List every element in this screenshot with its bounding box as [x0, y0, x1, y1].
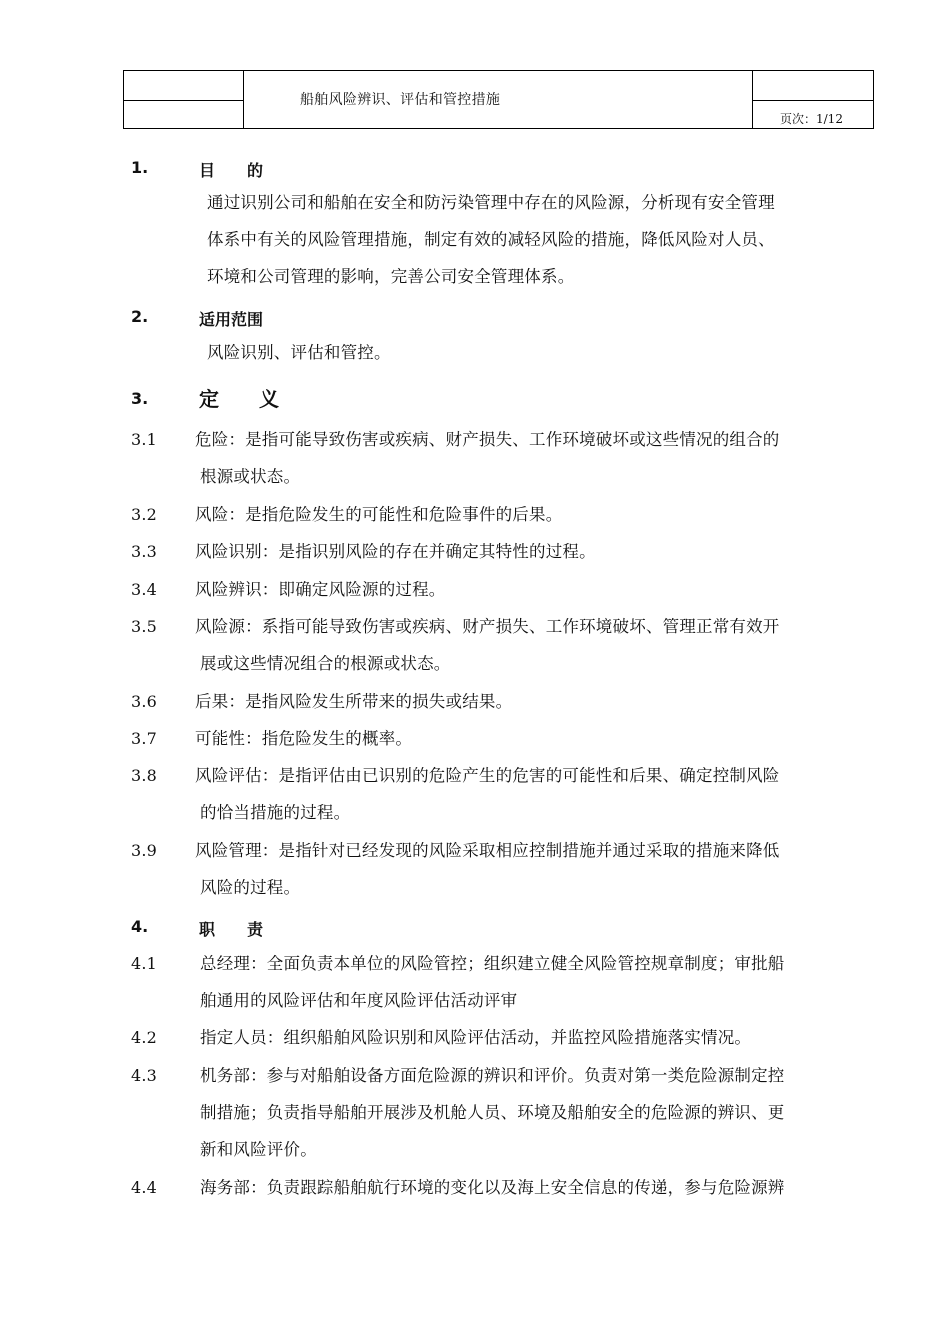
responsibility-item: [131, 945, 876, 1019]
item-line: 风险：是指危险发生的可能性和危险事件的后果。: [195, 505, 563, 524]
definition-item: [131, 683, 876, 720]
definition-item: [131, 496, 876, 533]
section-title: 目 的: [199, 161, 264, 180]
section-number: 1.: [131, 158, 149, 177]
item-line: 舶通用的风险评估和年度风险评估活动评审: [200, 991, 518, 1010]
item-number: 4.1: [131, 954, 158, 973]
section-title: 适用范围: [199, 310, 264, 329]
paragraph-line: 风险识别、评估和管控。: [207, 343, 391, 362]
item-line: 风险识别：是指识别风险的存在并确定其特性的过程。: [195, 542, 596, 561]
section-body-scope: [207, 334, 391, 371]
section-title: 定 义: [199, 387, 279, 411]
page-number: 页次：1/12: [780, 112, 843, 126]
item-line: 总经理：全面负责本单位的风险管控；组织建立健全风险管控规章制度；审批船: [200, 954, 785, 973]
responsibility-item: [131, 1169, 876, 1206]
responsibility-item: [131, 1057, 876, 1168]
responsibility-item: [131, 1019, 876, 1056]
header-divider-row-left: [124, 100, 243, 101]
definition-item: [131, 533, 876, 570]
section-title: 职 责: [199, 920, 264, 939]
item-number: 4.4: [131, 1178, 158, 1197]
item-line: 风险源：系指可能导致伤害或疾病、财产损失、工作环境破坏、管理正常有效开: [195, 617, 780, 636]
item-line: 指定人员：组织船舶风险识别和风险评估活动，并监控风险措施落实情况。: [200, 1028, 752, 1047]
item-number: 3.3: [131, 542, 158, 561]
definition-item: [131, 421, 876, 495]
section-body-purpose: [207, 184, 775, 295]
definition-item: [131, 571, 876, 608]
paragraph-line: 体系中有关的风险管理措施，制定有效的减轻风险的措施，降低风险对人员、: [207, 230, 775, 249]
item-line: 风险的过程。: [200, 878, 301, 897]
item-number: 3.4: [131, 580, 158, 599]
section-number: 2.: [131, 307, 149, 326]
item-line: 海务部：负责跟踪船舶航行环境的变化以及海上安全信息的传递，参与危险源辨: [200, 1178, 785, 1197]
item-line: 风险管理：是指针对已经发现的风险采取相应控制措施并通过采取的措施来降低: [195, 841, 780, 860]
definition-item: [131, 757, 876, 831]
item-line: 后果：是指风险发生所带来的损失或结果。: [195, 692, 513, 711]
item-number: 3.1: [131, 430, 158, 449]
item-line: 根源或状态。: [200, 467, 301, 486]
header-divider-left: [243, 71, 244, 128]
item-line: 展或这些情况组合的根源或状态。: [200, 654, 451, 673]
item-line: 机务部：参与对船舶设备方面危险源的辨识和评价。负责对第一类危险源制定控: [200, 1066, 785, 1085]
item-number: 3.7: [131, 729, 158, 748]
document-header-table: [123, 70, 874, 129]
item-line: 风险辨识：即确定风险源的过程。: [195, 580, 446, 599]
item-number: 4.3: [131, 1066, 158, 1085]
item-number: 3.9: [131, 841, 158, 860]
item-number: 3.8: [131, 766, 158, 785]
item-number: 3.6: [131, 692, 158, 711]
section-number: 4.: [131, 917, 149, 936]
paragraph-line: 环境和公司管理的影响，完善公司安全管理体系。: [207, 267, 575, 286]
definition-item: [131, 608, 876, 682]
item-number: 4.2: [131, 1028, 158, 1047]
paragraph-line: 通过识别公司和船舶在安全和防污染管理中存在的风险源，分析现有安全管理: [207, 193, 775, 212]
item-line: 风险评估：是指评估由已识别的危险产生的危害的可能性和后果、确定控制风险: [195, 766, 780, 785]
item-line: 制措施；负责指导船舶开展涉及机舱人员、环境及船舶安全的危险源的辨识、更: [200, 1103, 785, 1122]
header-divider-row-right: [752, 100, 873, 101]
definition-item: [131, 832, 876, 906]
item-number: 3.5: [131, 617, 158, 636]
item-line: 新和风险评价。: [200, 1140, 317, 1159]
section-number: 3.: [131, 389, 149, 408]
definition-item: [131, 720, 876, 757]
item-line: 的恰当措施的过程。: [200, 803, 351, 822]
document-title: 船舶风险辨识、评估和管控措施: [300, 92, 501, 108]
item-number: 3.2: [131, 505, 158, 524]
item-line: 可能性：指危险发生的概率。: [195, 729, 413, 748]
item-line: 危险：是指可能导致伤害或疾病、财产损失、工作环境破坏或这些情况的组合的: [195, 430, 780, 449]
